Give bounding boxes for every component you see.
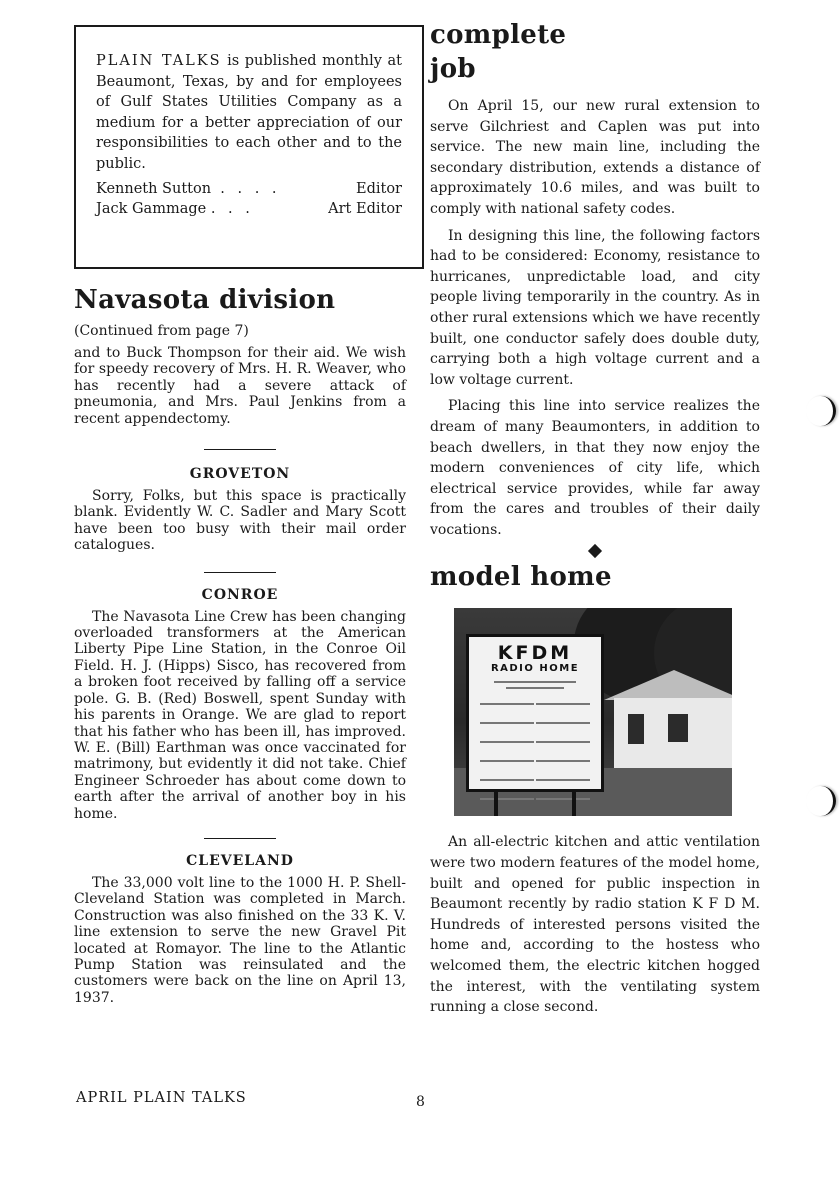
house-roof (604, 670, 732, 700)
groveton-text: Sorry, Folks, but this space is practically blank. Evidently W. C. Sadler and Mary Scott have been too busy with their mail order catalogues. (74, 488, 406, 554)
continued-note: (Continued from page 7) (74, 323, 249, 339)
masthead-description: is published monthly at Beaumont, Texas, by and for employees of Gulf States Utilities Company as a medium for a better appreciation of our responsibilities to each other and to the public. (96, 53, 402, 172)
complete-job-heading-line1: complete (430, 20, 567, 50)
staff-dots: . . . (210, 201, 254, 218)
house-shape (614, 698, 732, 768)
staff-role: Editor (356, 180, 402, 197)
conroe-text: The Navasota Line Crew has been changing overloaded transformers at the American Liberty Pipe Line Station, in the Conroe Oil Field. H. J. (Hipps) Sisco, has recovered from a broken foot received by falling off a service pole. G. B. (Red) Boswell, spent Sunday with his parents in Orange. We are glad to report that his father who has been ill, has improved. W. E. (Bill) Earthman was once vaccinated for matrimony, but evidently it did not take. Chief Engineer Schroeder has about come down to earth after the arrival of another boy in his home. (74, 608, 406, 822)
staff-name: Kenneth Sutton (96, 180, 212, 197)
left-column (74, 283, 406, 1006)
house-window (668, 714, 688, 742)
section-divider (204, 572, 276, 573)
conroe-heading: CONROE (201, 586, 279, 603)
sign-post (572, 792, 576, 816)
complete-job-paragraph: On April 15, our new rural extension to serve Gilchriest and Caplen was put into service. The new main line, including the secondary distribution, extends a distance of approximately 10.6 miles, and was built to comply with national safety codes. (430, 98, 760, 217)
groveton-heading: GROVETON (189, 466, 291, 483)
navasota-intro-text: and to Buck Thompson for their aid. We wish for speedy recovery of Mrs. H. R. Weaver, who has recently had a severe attack of pneumonia, and Mrs. Paul Jenkins from a recent appendectomy. (74, 345, 406, 427)
cleveland-heading: CLEVELAND (186, 852, 294, 869)
navasota-division-heading: Navasota division (74, 285, 336, 315)
complete-job-paragraph: Placing this line into service realizes the dream of many Beaumonters, in addition to beach dwellers, in that they now enjoy the modern conveniences of city life, which electrical service provides, while far away from the cares and troubles of their daily vocations. (430, 398, 760, 538)
complete-job-heading-line2: job (430, 54, 476, 84)
complete-job-heading (430, 18, 760, 86)
staff-dots: . . . . (220, 180, 281, 197)
footer-publication: APRIL PLAIN TALKS (76, 1090, 247, 1106)
masthead-text (96, 51, 402, 175)
section-divider (204, 449, 276, 450)
cleveland-text: The 33,000 volt line to the 1000 H. P. Shell-Cleveland Station was completed in March. Construction was also finished on the 33 K. V. line extension to serve the new Gravel Pit located at Romayor. The line to the Atlantic Pump Station was reinsulated and the customers were back on the line on April 13, 1937. (74, 874, 406, 1006)
complete-job-paragraph: In designing this line, the following factors had to be considered: Economy, resistance to hurricanes, unpredictable load, and city people living temporarily in the country. As in other rural extensions which we have recently built, one conductor safely does double duty, carrying both a high voltage current and a low voltage current. (430, 227, 760, 388)
binder-hole-icon (806, 786, 836, 816)
model-home-heading: model home (430, 562, 612, 593)
sign-post (494, 792, 498, 816)
diamond-divider-icon (588, 544, 602, 558)
staff-row-editor (96, 179, 402, 200)
kfdm-radio-home-photo (454, 608, 732, 816)
masthead-box (74, 25, 424, 269)
right-column (430, 18, 760, 1018)
house-window (628, 714, 644, 744)
model-home-caption: An all-electric kitchen and attic ventilation were two modern features of the model home, built and opened for public inspection in Beaumont recently by radio station K F D M. Hundreds of interested persons visited the home and, according to the hostess who welcomed them, the electric kitchen hogged the interest, with the ventilating system running a close second. (430, 834, 760, 1016)
sign-subtitle: RADIO HOME (490, 663, 580, 675)
masthead-brand: PLAIN TALKS (96, 53, 222, 69)
binder-hole-icon (806, 396, 836, 426)
page-number: 8 (416, 1094, 425, 1110)
section-divider (204, 838, 276, 839)
staff-role: Art Editor (328, 201, 402, 218)
staff-row-art-editor (96, 199, 402, 220)
sign-title: KFDM (497, 642, 573, 665)
radio-home-sign (466, 634, 604, 792)
staff-name: Jack Gammage (96, 201, 207, 218)
